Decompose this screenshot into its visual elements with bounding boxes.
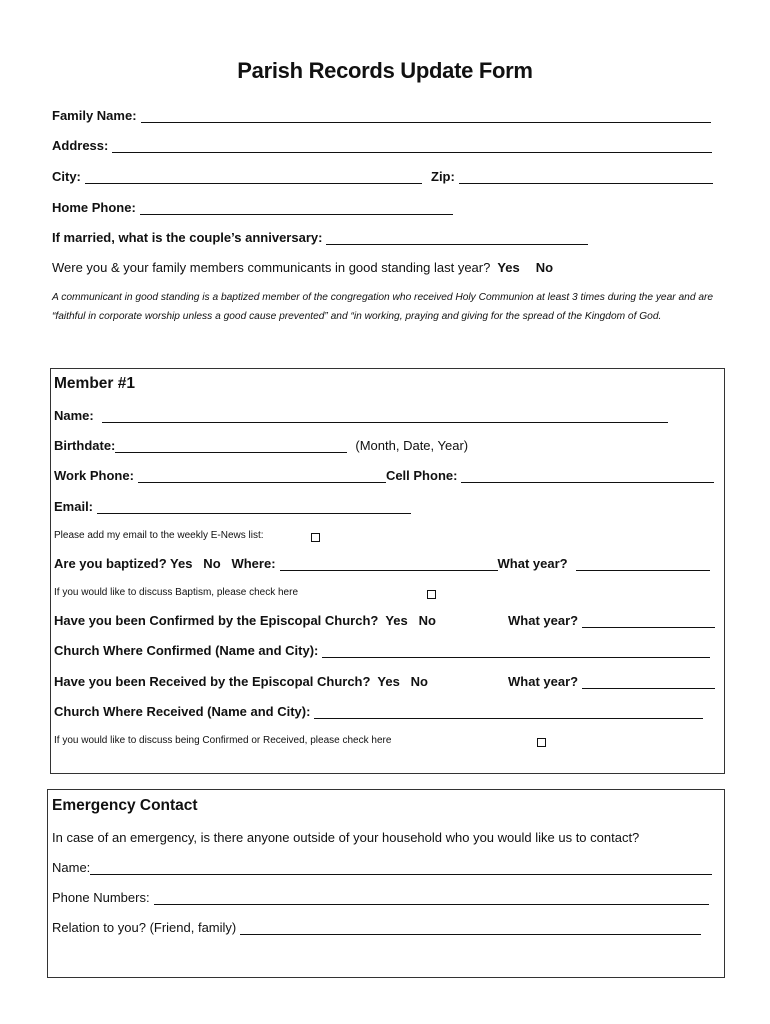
address-label: Address: [52, 138, 109, 153]
baptism-where-field[interactable] [280, 556, 498, 571]
received-year-field[interactable] [582, 674, 715, 689]
emergency-heading: Emergency Contact [52, 797, 198, 814]
enews-label: Please add my email to the weekly E-News list: [54, 530, 264, 541]
city-label: City: [52, 169, 81, 184]
emergency-relation-row [52, 920, 701, 935]
discuss-baptism-label: If you would like to discuss Baptism, please check here [54, 587, 299, 598]
email-row [54, 499, 411, 514]
church-received-label: Church Where Received (Name and City): [54, 704, 311, 719]
home-phone-row [52, 200, 453, 215]
emergency-section [47, 789, 725, 978]
confirmed-year-row [508, 613, 715, 628]
member-name-field[interactable] [102, 408, 668, 423]
emergency-relation-field[interactable] [240, 920, 701, 935]
emergency-name-row [52, 860, 712, 875]
emergency-relation-label: Relation to you? (Friend, family) [52, 920, 237, 935]
work-phone-field[interactable] [138, 468, 386, 483]
home-phone-label: Home Phone: [52, 200, 136, 215]
communicants-row [52, 260, 553, 275]
baptized-row [54, 556, 710, 571]
received-label: Have you been Received by the Episcopal Church? Yes No [54, 674, 428, 689]
phones-row [54, 468, 714, 483]
confirmed-year-label: What year? [508, 613, 579, 628]
emergency-question: In case of an emergency, is there anyone outside of your household who you would like us to contact? [52, 830, 640, 845]
baptism-year-label: What year? [497, 556, 568, 571]
discuss-confirmed-checkbox[interactable] [537, 738, 546, 747]
received-row [54, 674, 428, 689]
member-name-row [54, 408, 668, 423]
church-confirmed-label: Church Where Confirmed (Name and City): [54, 643, 319, 658]
address-field[interactable] [112, 138, 712, 153]
emergency-name-field[interactable] [90, 860, 712, 875]
family-name-label: Family Name: [52, 108, 137, 123]
city-field[interactable] [85, 169, 422, 184]
enews-checkbox[interactable] [311, 533, 320, 542]
birthdate-hint: (Month, Date, Year) [355, 438, 469, 453]
baptism-year-field[interactable] [576, 556, 710, 571]
member-name-label: Name: [54, 408, 94, 423]
work-phone-label: Work Phone: [54, 468, 134, 483]
emergency-phone-field[interactable] [154, 890, 709, 905]
church-confirmed-field[interactable] [322, 643, 710, 658]
communicants-yes[interactable]: Yes [497, 260, 520, 275]
emergency-phone-row [52, 890, 709, 905]
birthdate-field[interactable] [115, 438, 347, 453]
communicants-question: Were you & your family members communicants in good standing last year? [52, 260, 491, 275]
communicants-no[interactable]: No [535, 260, 554, 275]
communicant-definition-note: A communicant in good standing is a baptized member of the congregation who received Holy Communion at least 3 times during the year and are “faithful in corporate worship unless a good cause prevented” and “in working, praying and giving for the spread of the Kingdom of God. [52, 292, 714, 322]
discuss-baptism-checkbox[interactable] [427, 590, 436, 599]
birthdate-label: Birthdate: [54, 438, 116, 453]
confirmed-label: Have you been Confirmed by the Episcopal Church? Yes No [54, 613, 436, 628]
family-name-field[interactable] [141, 108, 711, 123]
emergency-phone-label: Phone Numbers: [52, 890, 150, 905]
birthdate-row [54, 438, 468, 453]
email-label: Email: [54, 499, 94, 514]
received-year-label: What year? [508, 674, 579, 689]
church-confirmed-row [54, 643, 710, 658]
emergency-name-label: Name: [52, 860, 91, 875]
member-heading: Member #1 [54, 375, 135, 392]
cell-phone-label: Cell Phone: [385, 468, 458, 483]
confirmed-year-field[interactable] [582, 613, 715, 628]
zip-label: Zip: [431, 169, 455, 184]
discuss-confirmed-label: If you would like to discuss being Confirmed or Received, please check here [54, 735, 392, 746]
home-phone-field[interactable] [140, 200, 453, 215]
cell-phone-field[interactable] [461, 468, 714, 483]
zip-row [431, 169, 713, 184]
zip-field[interactable] [459, 169, 713, 184]
baptized-label: Are you baptized? Yes No Where: [54, 556, 276, 571]
page-title: Parish Records Update Form [237, 58, 533, 83]
anniversary-row [52, 230, 588, 245]
church-received-field[interactable] [314, 704, 703, 719]
church-received-row [54, 704, 703, 719]
received-year-row [508, 674, 715, 689]
anniversary-label: If married, what is the couple’s anniversary: [52, 230, 323, 245]
city-row [52, 169, 422, 184]
anniversary-field[interactable] [326, 230, 588, 245]
address-row [52, 138, 712, 153]
family-name-row [52, 108, 711, 123]
confirmed-row [54, 613, 436, 628]
email-field[interactable] [97, 499, 411, 514]
